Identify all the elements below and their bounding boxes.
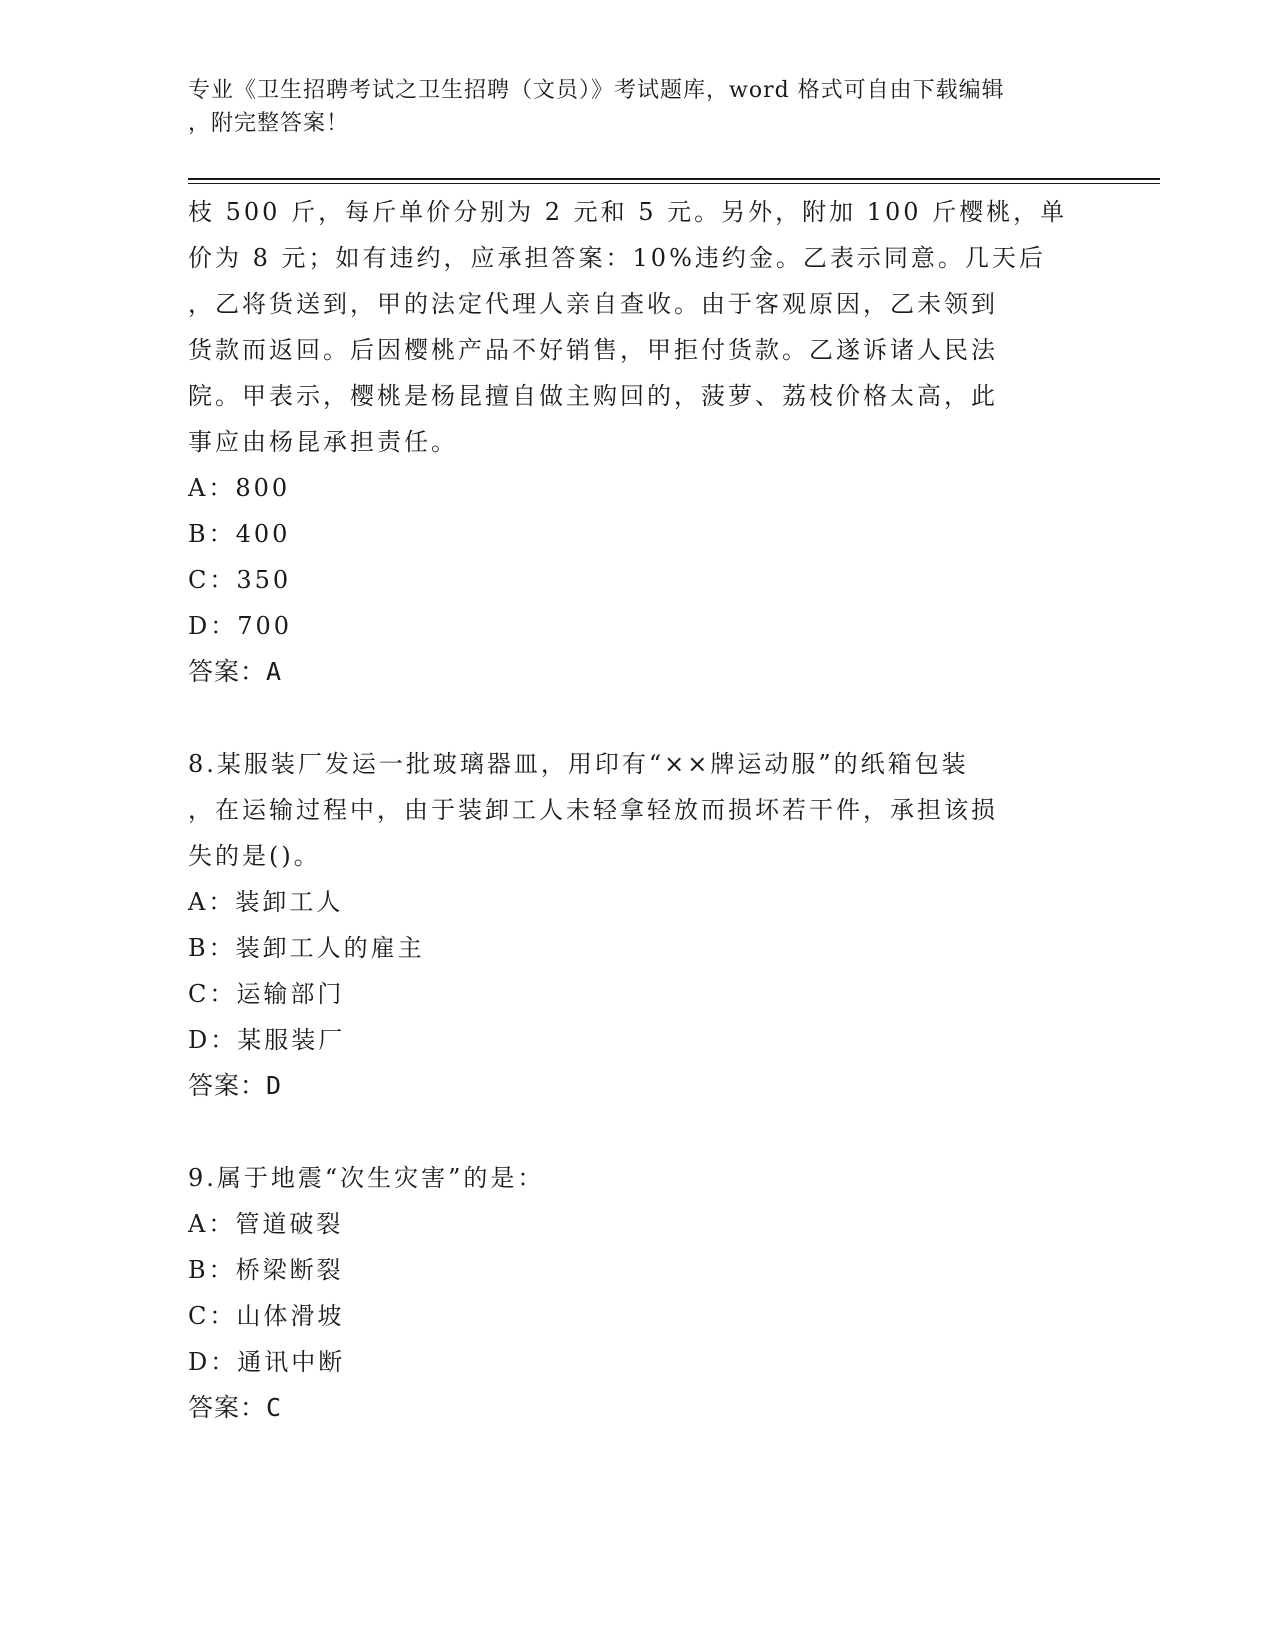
option-a: A：800	[188, 474, 291, 502]
question-7-continuation	[188, 189, 1088, 695]
document-body	[188, 189, 1088, 1431]
text-line: 院。甲表示，樱桃是杨昆擅自做主购回的，菠萝、荔枝价格太高，此	[188, 382, 998, 410]
text-line: ，乙将货送到，甲的法定代理人亲自查收。由于客观原因，乙未领到	[188, 290, 998, 318]
text-line: 失的是()。	[188, 842, 321, 870]
answer-line: 答案：A	[188, 657, 283, 686]
option-a: A：装卸工人	[188, 888, 344, 916]
option-d: D：某服装厂	[188, 1026, 346, 1054]
text-line: 9.属于地震“次生灾害”的是：	[188, 1164, 545, 1192]
text-line: 货款而返回。后因樱桃产品不好销售，甲拒付货款。乙遂诉诸人民法	[188, 336, 998, 364]
header-line-1: 专业《卫生招聘考试之卫生招聘（文员）》考试题库，word 格式可自由下载编辑	[188, 78, 1005, 103]
question-8	[188, 741, 1088, 1109]
answer-line: 答案：C	[188, 1393, 283, 1422]
question-9	[188, 1155, 1088, 1431]
header-line-2: ，附完整答案！	[188, 111, 350, 136]
text-line: 枝 500 斤，每斤单价分别为 2 元和 5 元。另外，附加 100 斤樱桃，单	[188, 198, 1068, 226]
option-c: C：山体滑坡	[188, 1302, 345, 1330]
option-c: C：运输部门	[188, 980, 345, 1008]
question-text	[188, 1155, 1088, 1201]
spacer	[188, 695, 1088, 741]
header-divider-thick	[188, 178, 1160, 180]
header-divider-thin	[188, 183, 1160, 184]
option-d: D：通讯中断	[188, 1348, 346, 1376]
option-b: B：400	[188, 520, 291, 548]
option-c: C：350	[188, 566, 292, 594]
document-header	[188, 74, 1088, 140]
option-b: B：装卸工人的雇主	[188, 934, 425, 962]
spacer	[188, 1109, 1088, 1155]
question-text	[188, 741, 1088, 879]
text-line: ，在运输过程中，由于装卸工人未轻拿轻放而损坏若干件，承担该损	[188, 796, 998, 824]
answer-line: 答案：D	[188, 1071, 283, 1100]
question-text	[188, 189, 1088, 465]
text-line: 8.某服装厂发运一批玻璃器皿，用印有“××牌运动服”的纸箱包装	[188, 750, 969, 778]
option-b: B：桥梁断裂	[188, 1256, 344, 1284]
option-d: D：700	[188, 612, 293, 640]
text-line: 事应由杨昆承担责任。	[188, 428, 458, 456]
option-a: A：管道破裂	[188, 1210, 344, 1238]
text-line: 价为 8 元；如有违约，应承担答案：10%违约金。乙表示同意。几天后	[188, 244, 1046, 272]
